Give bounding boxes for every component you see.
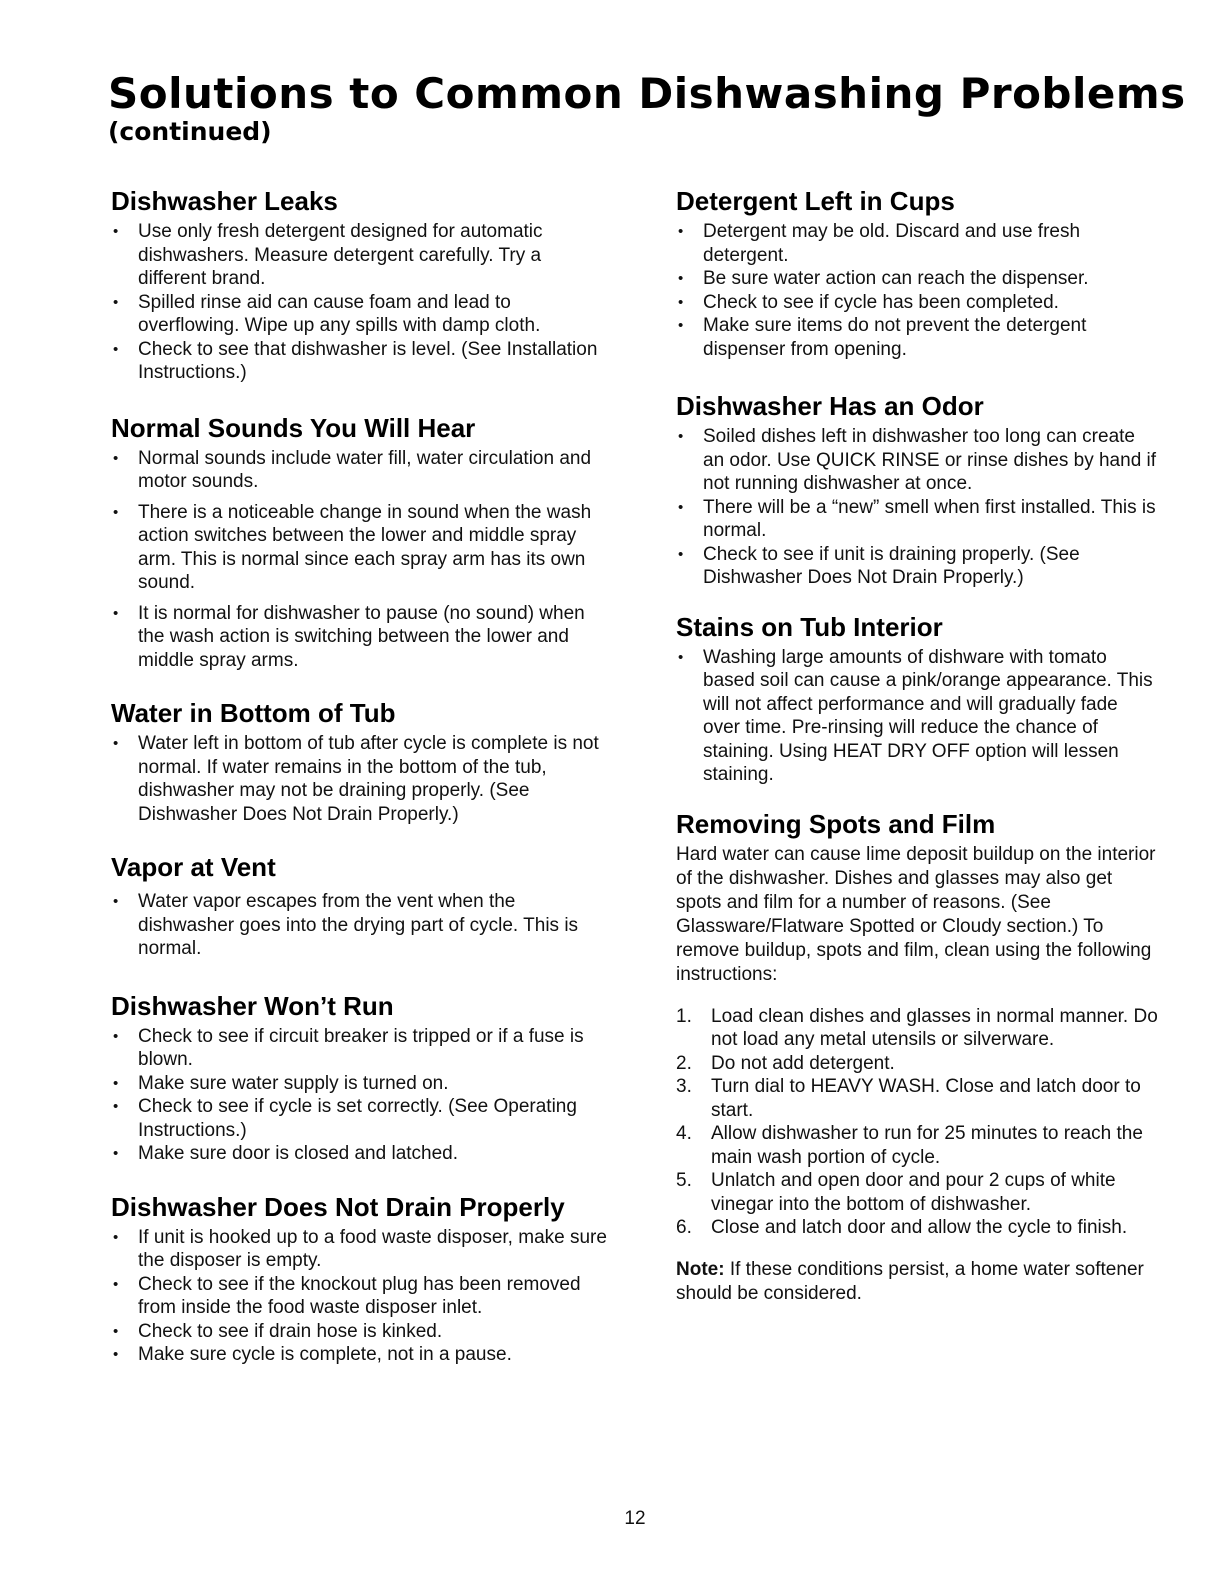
bullet-item: • If unit is hooked up to a food waste disposer, make sure the disposer is empty.	[111, 1226, 611, 1273]
bullet-item: • Make sure door is closed and latched.	[111, 1142, 611, 1166]
bullet-list	[111, 447, 611, 673]
step-item	[676, 1122, 1158, 1169]
step-text: Do not add detergent.	[711, 1052, 895, 1074]
bullet-item: • Use only fresh detergent designed for automatic dishwashers. Measure detergent carefully. Try a different brand.	[111, 220, 611, 291]
bullet-item: • Check to see if cycle has been completed.	[676, 291, 1158, 315]
bullet-item: • Detergent may be old. Discard and use fresh detergent.	[676, 220, 1158, 267]
bullet-list	[111, 1025, 611, 1166]
section-dishwasher-leaks	[111, 186, 611, 385]
step-text: Turn dial to HEAVY WASH. Close and latch door to start.	[711, 1076, 1141, 1121]
step-item	[676, 1005, 1158, 1052]
bullet-list	[676, 220, 1158, 361]
section-normal-sounds	[111, 413, 611, 673]
section-spots-and-film	[676, 809, 1158, 1306]
step-item	[676, 1216, 1158, 1240]
step-item	[676, 1075, 1158, 1122]
section-heading: Water in Bottom of Tub	[111, 698, 396, 728]
bullet-item: • Make sure items do not prevent the detergent dispenser from opening.	[676, 314, 1158, 361]
section-detergent-left	[676, 186, 1158, 361]
bullet-item: • Make sure water supply is turned on.	[111, 1072, 611, 1096]
bullet-item: • Check to see if unit is draining properly. (See Dishwasher Does Not Drain Properly.)	[676, 543, 1158, 590]
bullet-item: • It is normal for dishwasher to pause (no sound) when the wash action is switching between the lower and middle spray arms.	[111, 602, 611, 673]
bullet-item: • Check to see if cycle is set correctly. (See Operating Instructions.)	[111, 1095, 611, 1142]
bullet-list	[111, 1226, 611, 1367]
section-odor	[676, 391, 1158, 590]
bullet-item: • There will be a “new” smell when first installed. This is normal.	[676, 496, 1158, 543]
page-subtitle: (continued)	[108, 117, 272, 146]
steps-list	[676, 1005, 1158, 1240]
bullet-item: • Check to see if the knockout plug has been removed from inside the food waste disposer inlet.	[111, 1273, 611, 1320]
page-title: Solutions to Common Dishwashing Problems	[108, 69, 1186, 118]
section-heading: Dishwasher Has an Odor	[676, 391, 984, 421]
step-text: Unlatch and open door and pour 2 cups of white vinegar into the bottom of dishwasher.	[711, 1170, 1116, 1215]
bullet-item: • Water left in bottom of tub after cycle is complete is not normal. If water remains in the bottom of the tub, dishwasher may not be draining properly. (See Dishwasher Does Not Drain Properly.)	[111, 732, 611, 826]
step-number: 2.	[676, 1052, 692, 1074]
section-vapor-at-vent	[111, 852, 611, 961]
bullet-item: • Check to see if drain hose is kinked.	[111, 1320, 611, 1344]
section-water-in-bottom	[111, 698, 611, 826]
section-heading: Removing Spots and Film	[676, 808, 996, 839]
step-item	[676, 1052, 1158, 1076]
intro-paragraph: Hard water can cause lime deposit buildup on the interior of the dishwasher. Dishes and glasses may also get spots and film for a number of reasons. (See Glassware/Flatware Spotted or Cloudy section.) To remove buildup, spots and film, clean using the following instructions:	[676, 843, 1156, 985]
section-heading: Detergent Left in Cups	[676, 186, 955, 216]
section-heading: Stains on Tub Interior	[676, 611, 943, 642]
bullet-item: • Washing large amounts of dishware with tomato based soil can cause a pink/orange appearance. This will not affect performance and will gradually fade over time. Pre-rinsing will reduce the chance of staining. Using HEAT DRY OFF option will lessen staining.	[676, 646, 1158, 787]
left-column	[111, 186, 611, 1367]
step-number: 6.	[676, 1217, 692, 1238]
bullet-list	[676, 646, 1158, 787]
page-number: 12	[624, 1508, 646, 1529]
bullet-item: • Soiled dishes left in dishwasher too long can create an odor. Use QUICK RINSE or rinse dishes by hand if not running dishwasher at once.	[676, 425, 1158, 496]
step-number: 3.	[676, 1076, 692, 1097]
step-text: Allow dishwasher to run for 25 minutes to reach the main wash portion of cycle.	[711, 1123, 1143, 1168]
section-wont-run	[111, 991, 611, 1166]
step-text: Close and latch door and allow the cycle to finish.	[711, 1217, 1128, 1238]
bullet-list	[111, 890, 611, 961]
section-stains	[676, 612, 1158, 787]
bullet-item: • Spilled rinse aid can cause foam and lead to overflowing. Wipe up any spills with damp cloth.	[111, 291, 611, 338]
right-column	[676, 186, 1158, 1306]
bullet-item: • Make sure cycle is complete, not in a pause.	[111, 1343, 611, 1367]
section-heading: Dishwasher Does Not Drain Properly	[111, 1191, 565, 1222]
step-number: 4.	[676, 1123, 692, 1144]
bullet-list	[111, 732, 611, 826]
bullet-item: • There is a noticeable change in sound when the wash action switches between the lower and middle spray arm. This is normal since each spray arm has its own sound.	[111, 501, 611, 595]
bullet-list	[111, 220, 611, 385]
section-heading: Dishwasher Leaks	[111, 186, 338, 216]
section-heading: Dishwasher Won’t Run	[111, 990, 394, 1021]
note-paragraph	[676, 1258, 1158, 1306]
section-heading: Normal Sounds You Will Hear	[111, 412, 476, 443]
step-number: 5.	[676, 1170, 692, 1191]
note-label: Note:	[676, 1258, 725, 1280]
bullet-item: • Be sure water action can reach the dispenser.	[676, 267, 1158, 291]
step-item	[676, 1169, 1158, 1216]
bullet-item: • Water vapor escapes from the vent when the dishwasher goes into the drying part of cycle. This is normal.	[111, 890, 611, 961]
step-number: 1.	[676, 1005, 692, 1027]
note-text: If these conditions persist, a home water softener should be considered.	[676, 1258, 1144, 1304]
step-text: Load clean dishes and glasses in normal manner. Do not load any metal utensils or silverware.	[711, 1005, 1158, 1050]
section-does-not-drain	[111, 1192, 611, 1367]
bullet-item: • Normal sounds include water fill, water circulation and motor sounds.	[111, 447, 611, 494]
bullet-list	[676, 425, 1158, 590]
bullet-item: • Check to see if circuit breaker is tripped or if a fuse is blown.	[111, 1025, 611, 1072]
bullet-item: • Check to see that dishwasher is level. (See Installation Instructions.)	[111, 338, 611, 385]
section-heading: Vapor at Vent	[111, 852, 276, 882]
